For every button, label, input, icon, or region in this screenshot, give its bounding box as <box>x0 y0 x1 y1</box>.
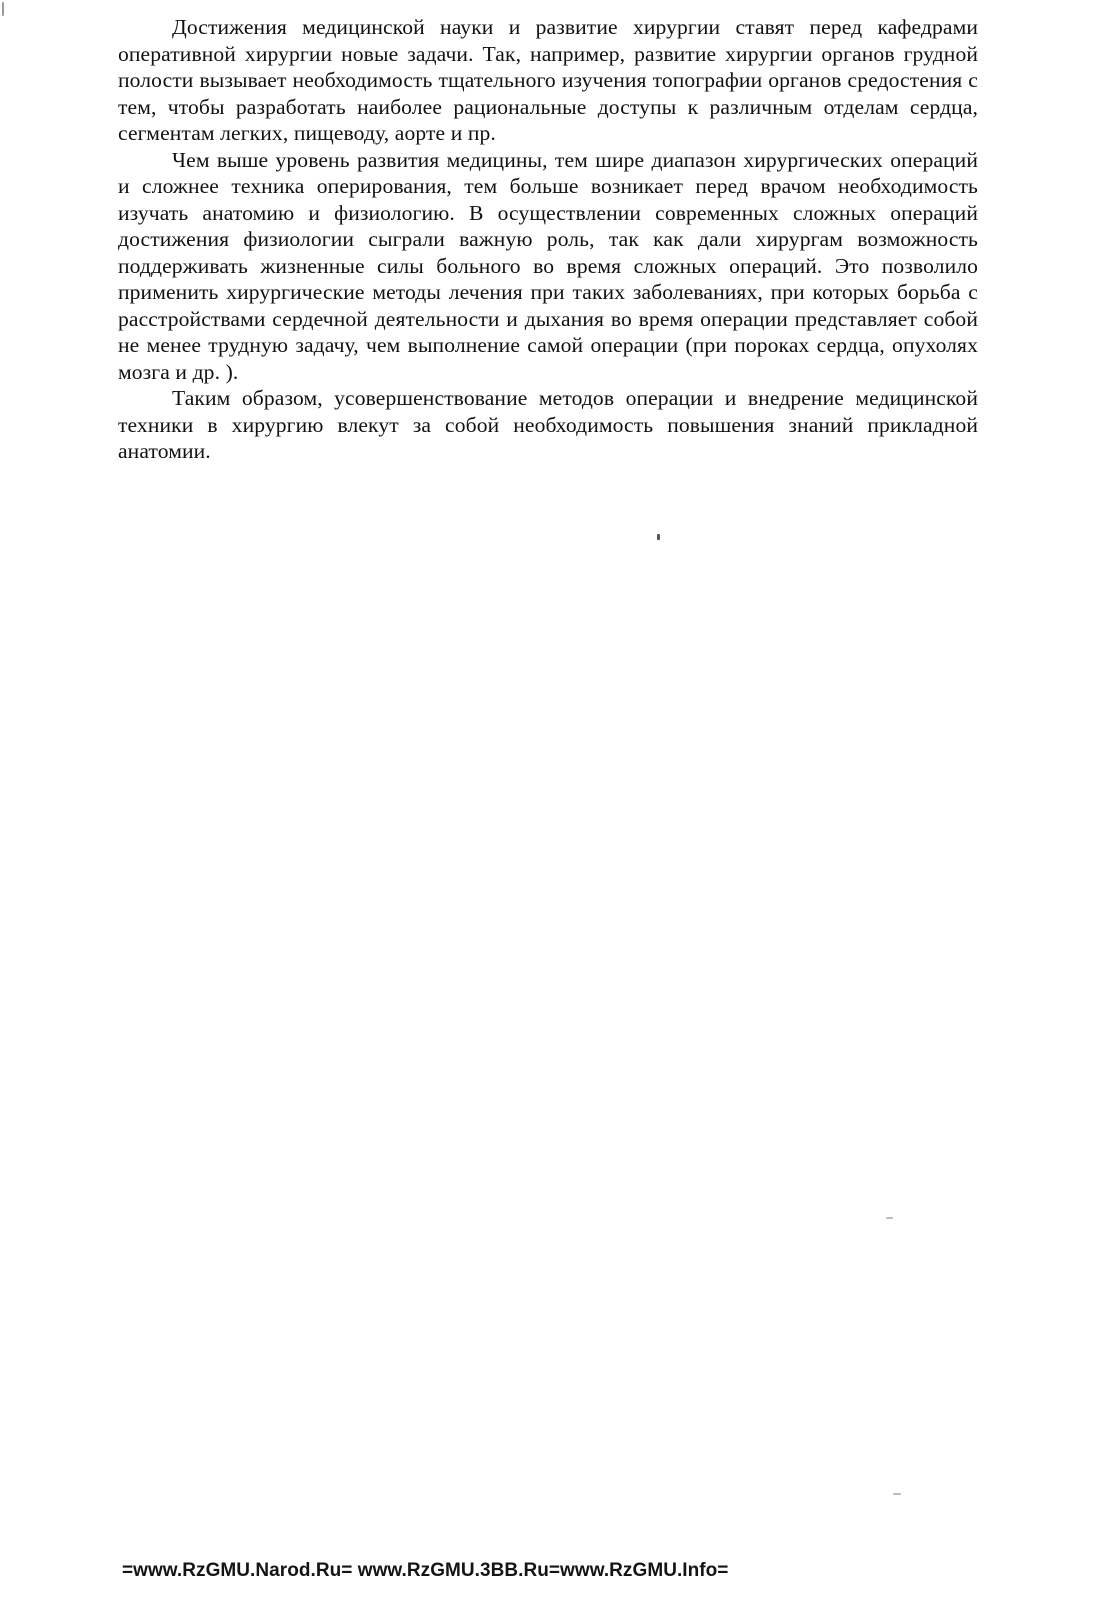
scan-speck <box>886 1217 893 1219</box>
paragraph-3: Таким образом, усовершенствование методов операции и внедрение медицинской техники в хирургию влекут за собой необходимость повышения знаний прикладной анатомии. <box>118 386 978 463</box>
footer-watermark: =www.RzGMU.Narod.Ru= www.RzGMU.3BB.Ru=www.RzGMU.Info= <box>122 1560 729 1581</box>
body-text <box>118 14 978 465</box>
scan-speck <box>893 1493 901 1495</box>
scan-speck <box>657 534 660 540</box>
paragraph-2: Чем выше уровень развития медицины, тем шире диапазон хирургических операций и сложнее техника оперирования, тем больше возникает перед врачом необходимость изучать анатомию и физиологию. В осуществлении современных сложных операций достижения физиологии сыграли важную роль, так как дали хирургам возможность поддерживать жизненные силы больного во время сложных операций. Это позволило применить хирургические методы лечения при таких заболеваниях, при которых борьба с расстройствами сердечной деятельности и дыхания во время операции представляет собой не менее трудную задачу, чем выполнение самой операции (при пороках сердца, опухолях мозга и др. ). <box>118 147 978 384</box>
paragraph-1: Достижения медицинской науки и развитие хирургии ставят перед кафедрами оперативной хирургии новые задачи. Так, например, развитие хирургии органов грудной полости вызывает необходимость тщательного изучения топографии органов средостения с тем, чтобы разработать наиболее рациональные доступы к различным отделам сердца, сегментам легких, пищеводу, аорте и пр. <box>118 15 978 145</box>
scan-speck <box>2 2 4 16</box>
